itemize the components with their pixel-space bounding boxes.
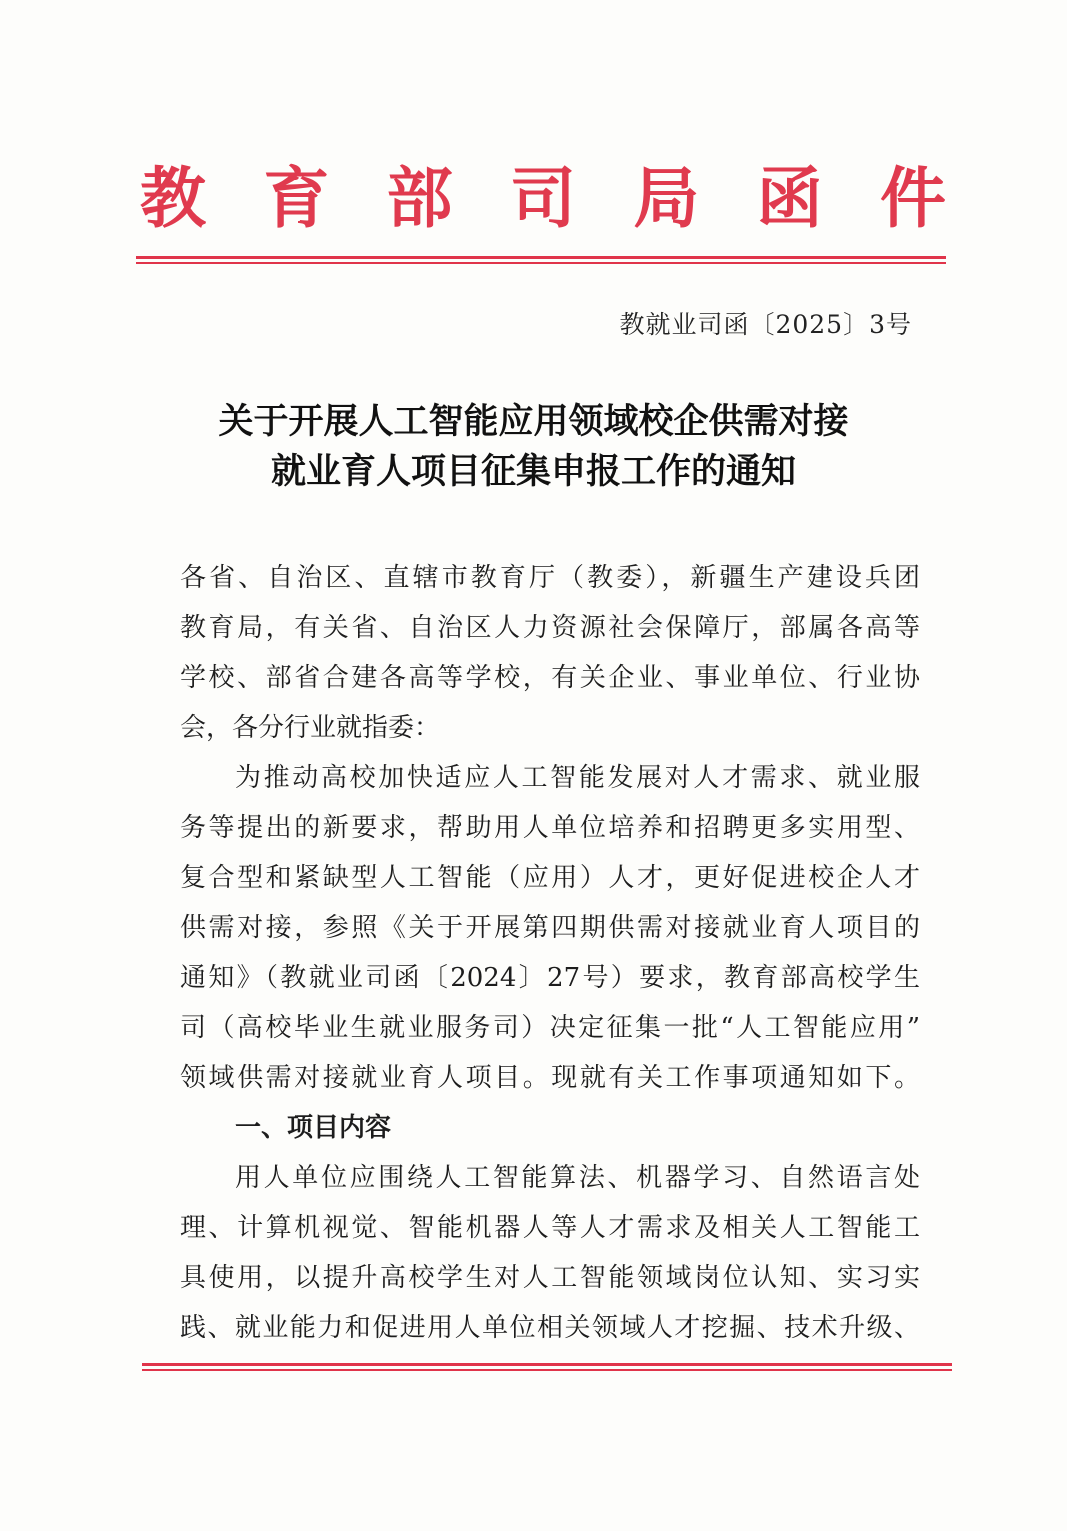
red-rule-thick [136, 256, 946, 259]
title-line: 就业育人项目征集申报工作的通知 [270, 451, 796, 492]
addressee-line [180, 553, 920, 603]
masthead-char: 育 [263, 159, 330, 237]
masthead-char: 司 [509, 159, 576, 237]
paragraph-line [180, 853, 920, 903]
addressee-line [180, 703, 920, 753]
title-line: 关于开展人工智能应用领域校企供需对接 [218, 401, 849, 442]
paragraph-text: 通知》（教就业司函〔2024〕27号）要求，教育部高校学生 [180, 963, 920, 993]
paragraph-text: 复合型和紧缺型人工智能（应用）人才，更好促进校企人才 [180, 863, 920, 893]
paragraph-text: 具使用，以提升高校学生对人工智能领域岗位认知、实习实 [180, 1263, 920, 1293]
addressee-text: 教育局，有关省、自治区人力资源社会保障厅，部属各高等 [180, 613, 920, 643]
paragraph-line [180, 953, 920, 1003]
red-rule-thick [142, 1363, 952, 1366]
masthead-char: 件 [879, 159, 946, 237]
footer-red-rule [142, 1363, 952, 1371]
paragraph-text: 司（高校毕业生就业服务司）决定征集一批“人工智能应用” [180, 1013, 920, 1043]
document-number: 教就业司函〔2025〕3号 [619, 310, 912, 339]
section-heading: 一、项目内容 [235, 1113, 392, 1143]
paragraph-line [180, 1153, 920, 1203]
masthead-char: 部 [386, 159, 453, 237]
document-title [0, 397, 1067, 497]
paragraph-line [180, 803, 920, 853]
addressee-text: 会，各分行业就指委： [180, 713, 441, 743]
paragraph-text: 为推动高校加快适应人工智能发展对人才需求、就业服 [235, 763, 920, 793]
addressee-text: 各省、自治区、直辖市教育厅（教委），新疆生产建设兵团 [180, 563, 920, 593]
paragraph-text: 务等提出的新要求，帮助用人单位培养和招聘更多实用型、 [180, 813, 920, 843]
paragraph-text: 供需对接，参照《关于开展第四期供需对接就业育人项目的 [180, 913, 920, 943]
masthead-title [140, 158, 946, 238]
addressee-line [180, 653, 920, 703]
paragraph-text: 用人单位应围绕人工智能算法、机器学习、自然语言处 [235, 1163, 920, 1193]
document-body [180, 553, 920, 1353]
red-rule-thin [142, 1369, 952, 1371]
masthead-char: 函 [756, 159, 823, 237]
paragraph-line [180, 1053, 920, 1103]
paragraph-line [180, 1203, 920, 1253]
paragraph-text: 理、计算机视觉、智能机器人等人才需求及相关人工智能工 [180, 1213, 920, 1243]
paragraph-line [180, 1003, 920, 1053]
paragraph-text: 领域供需对接就业育人项目。现就有关工作事项通知如下。 [180, 1063, 920, 1093]
red-rule-thin [136, 262, 946, 264]
paragraph-line [180, 1303, 920, 1353]
paragraph-line [180, 1253, 920, 1303]
paragraph-line [180, 753, 920, 803]
addressee-text: 学校、部省合建各高等学校，有关企业、事业单位、行业协 [180, 663, 920, 693]
masthead-char: 局 [633, 159, 700, 237]
masthead-char: 教 [140, 159, 206, 237]
addressee-line [180, 603, 920, 653]
paragraph-line [180, 903, 920, 953]
masthead-red-rule [136, 256, 946, 264]
paragraph-text: 践、就业能力和促进用人单位相关领域人才挖掘、技术升级、 [180, 1313, 920, 1343]
